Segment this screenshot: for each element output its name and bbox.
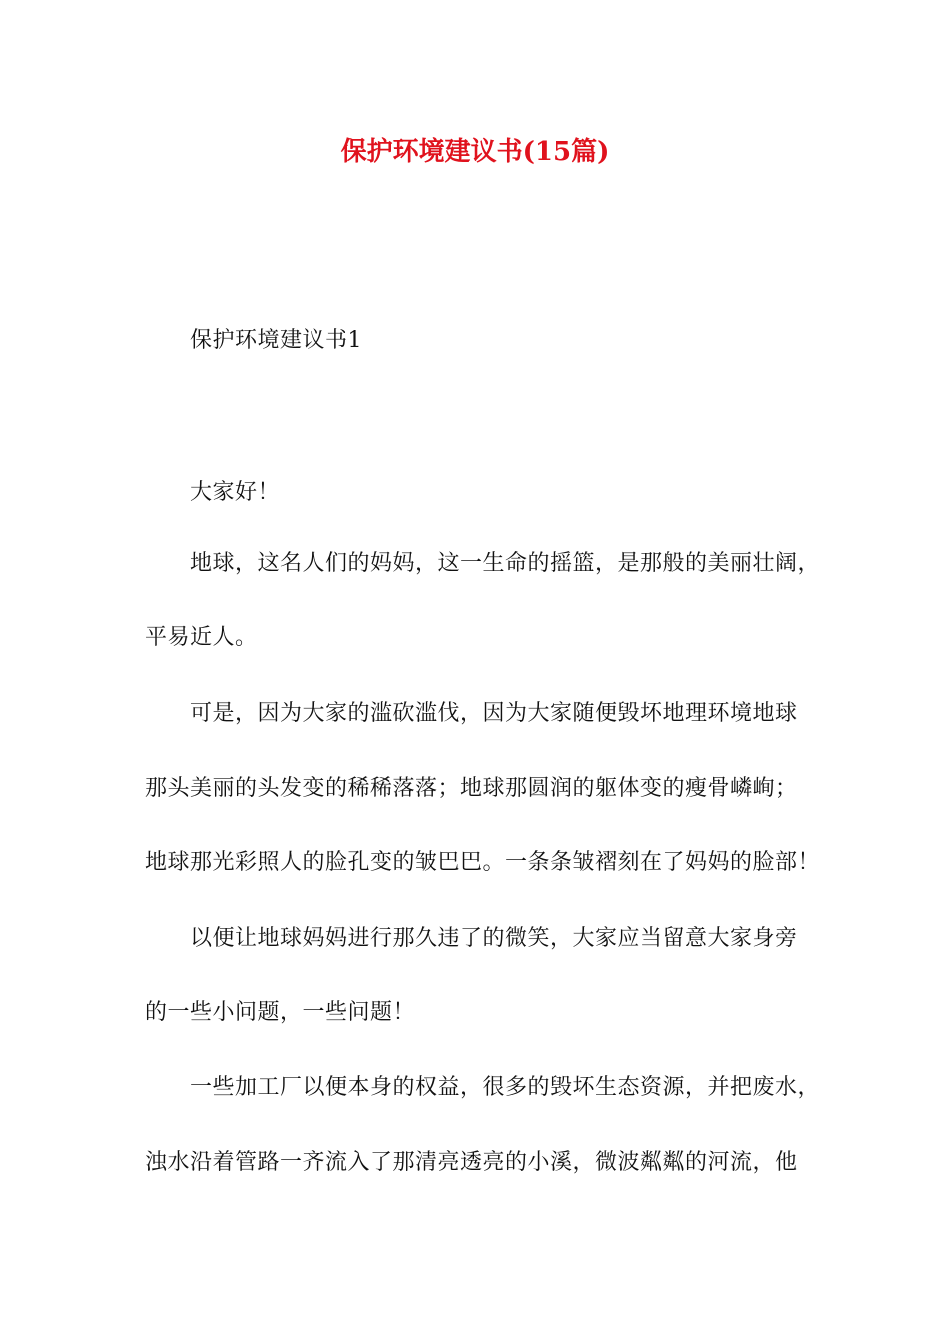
document-title: 保护环境建议书(15篇) — [340, 137, 610, 167]
paragraph-line: 浊水沿着管路一齐流入了那清亮透亮的小溪，微波粼粼的河流，他 — [145, 1150, 798, 1175]
paragraph-line: 可是，因为大家的滥砍滥伐，因为大家随便毁坏地理环境地球 — [190, 701, 798, 726]
paragraph-line: 一些加工厂以便本身的权益，很多的毁坏生态资源，并把废水， — [190, 1075, 821, 1100]
paragraph-line: 以便让地球妈妈进行那久违了的微笑，大家应当留意大家身旁 — [190, 926, 798, 951]
paragraph-line: 的一些小问题，一些问题！ — [145, 1000, 416, 1025]
section-heading: 保护环境建议书1 — [190, 328, 362, 353]
paragraph-line: 平易近人。 — [145, 625, 258, 650]
paragraph-line: 地球，这名人们的妈妈，这一生命的摇篮，是那般的美丽壮阔， — [190, 551, 821, 576]
paragraph-line: 地球那光彩照人的脸孔变的皱巴巴。一条条皱褶刻在了妈妈的脸部！ — [145, 850, 821, 875]
paragraph-line: 大家好！ — [190, 480, 281, 505]
paragraph-line: 那头美丽的头发变的稀稀落落；地球那圆润的躯体变的瘦骨嶙峋； — [145, 776, 798, 801]
